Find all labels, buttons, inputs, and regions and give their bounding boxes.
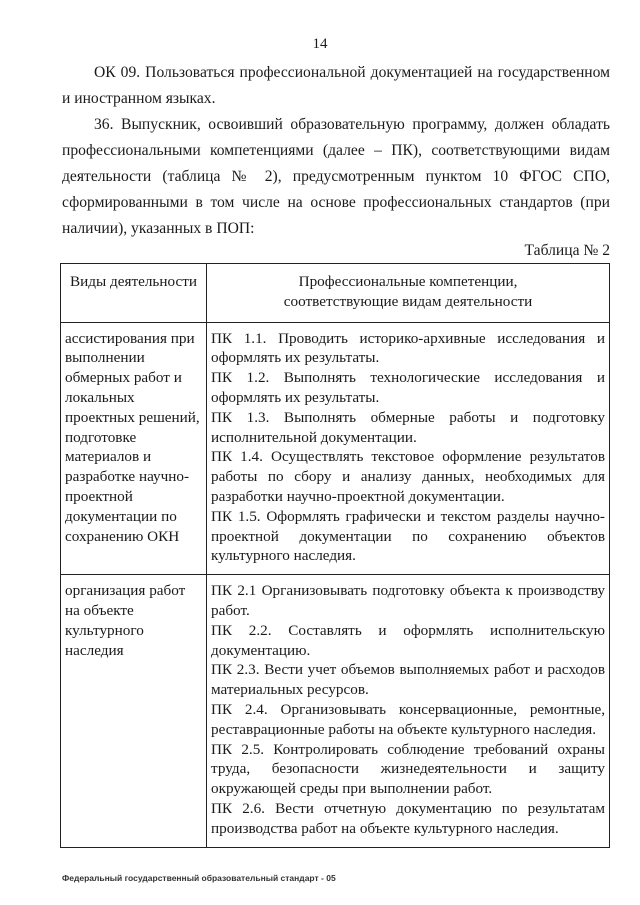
paragraph-ok09: ОК 09. Пользоваться профессиональной документацией на государственном и иностранном языках.: [62, 64, 610, 107]
competency-item: ПК 2.1 Организовывать подготовку объекта к производству работ.: [211, 582, 605, 619]
competency-item: ПК 2.5. Контролировать соблюдение требований охраны труда, безопасности жизнедеятельности и защиту окружающей среды при выполнении работ.: [211, 740, 605, 798]
activity-cell: организация работ на объекте культурного наследия: [61, 575, 207, 847]
competency-item: ПК 1.1. Проводить историко-архивные исследования и оформлять их результаты.: [211, 329, 605, 367]
header-competencies-line2: соответствующие видам деятельности: [283, 292, 533, 310]
competency-item: ПК 2.3. Вести учет объемов выполняемых работ и расходов материальных ресурсов.: [211, 661, 605, 699]
table-header-row: [61, 264, 610, 323]
page-number: 14: [312, 36, 328, 52]
header-competencies: [207, 264, 610, 323]
competency-item: ПК 1.3. Выполнять обмерные работы и подготовку исполнительной документации.: [211, 408, 605, 446]
competencies-cell: [207, 322, 610, 575]
paragraph-36: 36. Выпускник, освоивший образовательную программу, должен обладать профессиональными компетенциями (далее – ПК), соответствующими видам деятельности (таблица № 2), предусмотренным пунктом 10 ФГОС СПО, сформированными в том числе на основе профессиональных стандартов (при наличии), указанных в ПОП:: [62, 116, 610, 237]
table-caption: Таблица № 2: [524, 242, 610, 259]
competency-item: ПК 1.5. Оформлять графически и текстом разделы научно-проектной документации по сохранению объектов культурного наследия.: [211, 507, 605, 565]
header-competencies-line1: Профессиональные компетенции,: [298, 273, 518, 290]
table-row: [61, 575, 610, 847]
competency-item: ПК 2.2. Составлять и оформлять исполнительскую документацию.: [211, 621, 605, 659]
competencies-table: [60, 263, 610, 848]
competency-item: ПК 2.6. Вести отчетную документацию по результатам производства работ на объекте культурного наследия.: [211, 799, 605, 837]
competencies-cell: [207, 575, 610, 847]
competency-item: ПК 2.4. Организовывать консервационные, ремонтные, реставрационные работы на объекте культурного наследия.: [211, 700, 605, 738]
competency-item: ПК 1.2. Выполнять технологические исследования и оформлять их результаты.: [211, 369, 605, 406]
header-activities-label: Виды деятельности: [70, 273, 197, 290]
footer-note: Федеральный государственный образовательный стандарт - 05: [62, 873, 336, 883]
activity-cell: ассистирования при выполнении обмерных работ и локальных проектных решений, подготовке материалов и разработке научно-проектной документации по сохранению ОКН: [61, 322, 207, 575]
competency-item: ПК 1.4. Осуществлять текстовое оформление результатов работы по сбору и анализу данных, необходимых для разработки научно-проектной документации.: [211, 448, 605, 505]
header-activities: [61, 264, 207, 323]
table-row: [61, 322, 610, 575]
